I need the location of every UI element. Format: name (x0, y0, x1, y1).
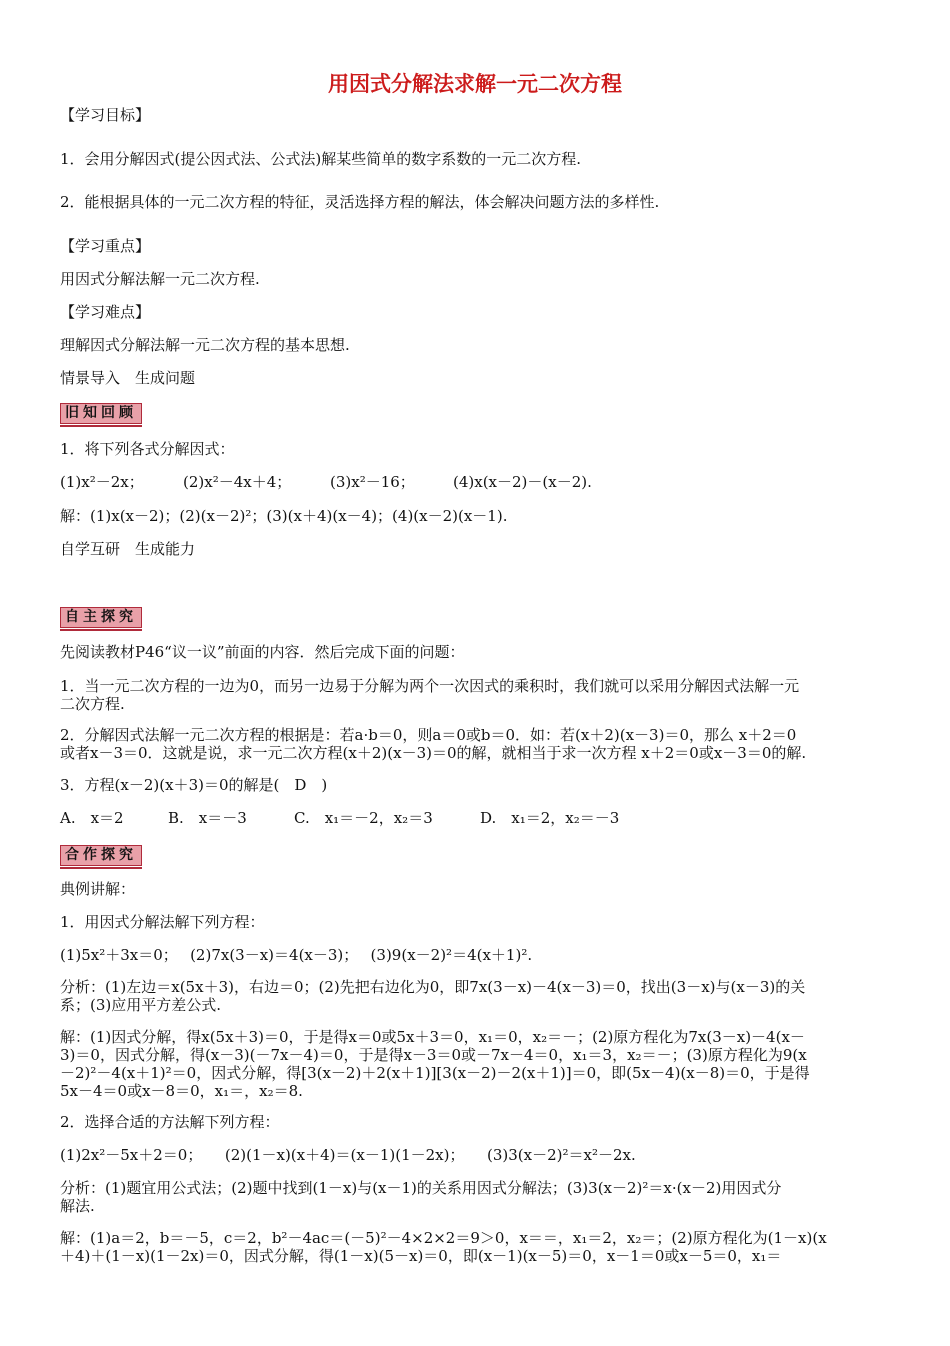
example-1-solution-4: 5x－4＝0或x－8＝0，x₁＝，x₂＝8. (60, 1082, 303, 1100)
difficulty-text: 理解因式分解法解一元二次方程的基本思想. (60, 336, 350, 354)
explore-intro: 先阅读教材P46“议一议”前面的内容．然后完成下面的问题： (60, 643, 465, 661)
option-d: D. x₁＝2，x₂＝－3 (480, 809, 620, 827)
example-1-analysis-1: 分析：(1)左边＝x(5x＋3)，右边＝0；(2)先把右边化为0，即7x(3－x)－4(x－3)＝0，找出(3－x)与(x－3)的关 (60, 978, 806, 996)
example-1-solution-3: －2)²－4(x＋1)²＝0，因式分解，得[3(x－2)＋2(x＋1)][3(x－2)－2(x＋1)]＝0，即(5x－4)(x－8)＝0，于是得 (60, 1064, 810, 1082)
self-study-heading: 自学互研 生成能力 (60, 540, 196, 558)
example-2-analysis-2: 解法. (60, 1197, 95, 1215)
option-c: C. x₁＝－2，x₂＝3 (294, 809, 433, 827)
review-expr-4: (4)x(x－2)－(x－2). (453, 473, 592, 491)
key-point-heading: 【学习重点】 (60, 237, 151, 255)
review-question: 1．将下列各式分解因式： (60, 440, 235, 458)
example-1-analysis-2: 系；(3)应用平方差公式. (60, 996, 222, 1014)
scene-intro: 情景导入 生成问题 (60, 369, 196, 387)
review-expr-1: (1)x²－2x； (60, 473, 144, 491)
example-2-solution-2: ＋4)＋(1－x)(1－2x)＝0，因式分解，得(1－x)(5－x)＝0，即(x－1)(x－5)＝0，x－1＝0或x－5＝0，x₁＝ (60, 1247, 782, 1265)
page-title: 用因式分解法求解一元二次方程 (328, 72, 622, 96)
coop-badge: 合作探究 (60, 845, 142, 866)
explore-badge: 自主探究 (60, 607, 142, 628)
example-2-solution-1: 解：(1)a＝2，b＝－5，c＝2，b²－4ac＝(－5)²－4×2×2＝9＞0，x＝＝，x₁＝2，x₂＝；(2)原方程化为(1－x)(x (60, 1229, 827, 1247)
example-1-solution-2: 3)＝0，因式分解，得(x－3)(－7x－4)＝0，于是得x－3＝0或－7x－4＝0，x₁＝3，x₂＝－；(3)原方程化为9(x (60, 1046, 807, 1064)
explore-item-2-line-2: 或者x－3＝0．这就是说，求一元二次方程(x＋2)(x－3)＝0的解，就相当于求一次方程 x＋2＝0或x－3＝0的解. (60, 744, 807, 762)
example-2-analysis-1: 分析：(1)题宜用公式法；(2)题中找到(1－x)与(x－1)的关系用因式分解法；(3)3(x－2)²＝x·(x－2)用因式分 (60, 1179, 782, 1197)
explore-item-1-line-2: 二次方程. (60, 695, 125, 713)
example-2-prompt: 2．选择合适的方法解下列方程： (60, 1113, 280, 1131)
example-1-equations: (1)5x²＋3x＝0； (2)7x(3－x)＝4(x－3)； (3)9(x－2)²＝4(x＋1)². (60, 946, 533, 964)
explore-item-1-line-1: 1．当一元二次方程的一边为0，而另一边易于分解为两个一次因式的乘积时，我们就可以采用分解因式法解一元 (60, 677, 800, 695)
option-a: A. x＝2 (60, 809, 124, 827)
objective-2: 2．能根据具体的一元二次方程的特征，灵活选择方程的解法，体会解决问题方法的多样性. (60, 193, 660, 211)
objective-1: 1．会用分解因式(提公因式法、公式法)解某些简单的数字系数的一元二次方程. (60, 150, 582, 168)
difficulty-heading: 【学习难点】 (60, 303, 151, 321)
review-answer: 解：(1)x(x－2)；(2)(x－2)²；(3)(x＋4)(x－4)；(4)(x－2)(x－1). (60, 507, 508, 525)
review-badge: 旧知回顾 (60, 403, 142, 424)
explore-item-3: 3．方程(x－2)(x＋3)＝0的解是( D ) (60, 776, 328, 794)
example-heading: 典例讲解： (60, 880, 136, 898)
example-1-prompt: 1．用因式分解法解下列方程： (60, 913, 265, 931)
objectives-heading: 【学习目标】 (60, 106, 151, 124)
key-point-text: 用因式分解法解一元二次方程. (60, 270, 260, 288)
example-2-equations: (1)2x²－5x＋2＝0； (2)(1－x)(x＋4)＝(x－1)(1－2x)； (3)3(x－2)²＝x²－2x. (60, 1146, 636, 1164)
option-b: B. x＝－3 (168, 809, 247, 827)
example-1-solution-1: 解：(1)因式分解，得x(5x＋3)＝0，于是得x＝0或5x＋3＝0，x₁＝0，x₂＝－；(2)原方程化为7x(3－x)－4(x－ (60, 1028, 805, 1046)
explore-item-2-line-1: 2．分解因式法解一元二次方程的根据是：若a·b＝0，则a＝0或b＝0．如：若(x＋2)(x－3)＝0，那么 x＋2＝0 (60, 726, 797, 744)
review-expr-3: (3)x²－16； (330, 473, 415, 491)
review-expr-2: (2)x²－4x＋4； (183, 473, 292, 491)
